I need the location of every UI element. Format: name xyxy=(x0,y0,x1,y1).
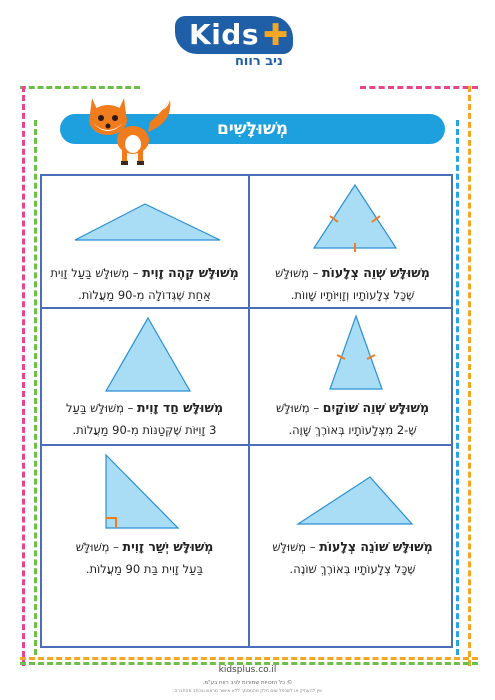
cell-description xyxy=(50,536,239,580)
cell-text: – מְשׁוּלָּשׁ xyxy=(272,540,320,554)
plus-icon: ✚ xyxy=(263,18,289,53)
cell-scalene xyxy=(250,446,455,601)
cell-equilateral xyxy=(250,176,455,331)
fox-mascot-icon xyxy=(78,92,178,168)
cell-right-angle xyxy=(42,446,247,601)
right-triangle-icon xyxy=(102,452,182,532)
cell-title: מְשׁוּלָּשׁ חַד זָוִית xyxy=(136,400,223,415)
cell-text: – מְשׁוּלָּשׁ בַּעַל xyxy=(65,401,137,415)
scalene-triangle-icon xyxy=(294,474,416,528)
cell-description xyxy=(258,262,447,306)
equilateral-triangle-icon xyxy=(310,182,400,252)
frame-right-dash-blue xyxy=(456,120,459,655)
cell-description xyxy=(258,397,447,441)
cell-title: מְשׁוּלָּשׁ שְׁוֵה צְלָעוֹת xyxy=(322,265,430,280)
cell-title: מְשׁוּלָּשׁ שׁוֹנֵה צְלָעוֹת xyxy=(319,539,433,554)
cell-isosceles xyxy=(250,309,455,464)
footer-legal: אין להעתיק או לשכפל שום חלק מהמסמך ללא אישור מראש ובכתב מהחברה. xyxy=(173,689,322,694)
cell-text: – מְשׁוּלָּשׁ בַּעַל זָוִית xyxy=(50,266,143,280)
logo-text: Kids xyxy=(189,18,260,51)
cell-text: בַּעַל זָוִית בַּת 90 מַעֲלוֹת. xyxy=(85,562,204,576)
frame-top-dash-pink xyxy=(360,86,478,89)
obtuse-triangle-icon xyxy=(72,200,222,244)
brand-logo xyxy=(175,16,320,76)
cell-text: שֶׁכָּל צְלָעוֹתָיו בְּאוֹרֶךְ שׁוֹנֶה. xyxy=(289,562,416,576)
triangle-types-grid xyxy=(40,174,453,648)
cell-text: שֶׁ-2 מִצְּלָעוֹתָיו בְּאוֹרֶךְ שָׁוֶה. xyxy=(288,423,417,437)
acute-triangle-icon xyxy=(102,315,194,395)
cell-title: מְשׁוּלָּשׁ שְׁוֵה שׁוֹקַיִם xyxy=(322,400,430,415)
cell-text: – מְשׁוּלָּשׁ xyxy=(275,266,323,280)
page-title: מְשׁוּלָּשִׁים xyxy=(216,119,289,139)
frame-left-dash-green xyxy=(34,120,37,655)
cell-description xyxy=(258,536,447,580)
frame-bottom-dash-orange xyxy=(20,657,478,660)
cell-text: – מְשׁוּלָּשׁ xyxy=(275,401,323,415)
cell-acute xyxy=(42,309,247,464)
cell-text: אַחַת שֶׁגְּדוֹלָה מִ-90 מַעֲלוֹת. xyxy=(78,288,211,302)
cell-title: מְשׁוּלָּשׁ קֵהֶה זָוִית xyxy=(142,265,239,280)
footer-url[interactable]: kidsplus.co.il xyxy=(218,665,277,675)
frame-right-dash-orange xyxy=(468,86,471,666)
cell-description xyxy=(50,262,239,306)
cell-text: שֶׁכָּל צְלָעוֹתָיו וְזָוִיּוֹתָיו שָׁווֹת. xyxy=(290,288,415,302)
cell-text: 3 זָוִיּוֹת שֶׁקְּטַנּוֹת מִ-90 מַעֲלוֹת. xyxy=(72,423,217,437)
footer-copyright: © כל הזכויות שמורות לניב רווח בע"מ. xyxy=(202,680,293,686)
cell-description xyxy=(50,397,239,441)
frame-left-dash-pink xyxy=(22,86,25,666)
logo-subtitle: ניב רווח xyxy=(235,54,283,69)
isosceles-triangle-icon xyxy=(326,313,386,393)
cell-text: – מְשׁוּלָּשׁ xyxy=(75,540,123,554)
cell-title: מְשׁוּלָּשׁ יְשַׁר זָוִית xyxy=(122,539,214,554)
cell-obtuse xyxy=(42,176,247,331)
frame-top-dash-green xyxy=(20,86,140,89)
